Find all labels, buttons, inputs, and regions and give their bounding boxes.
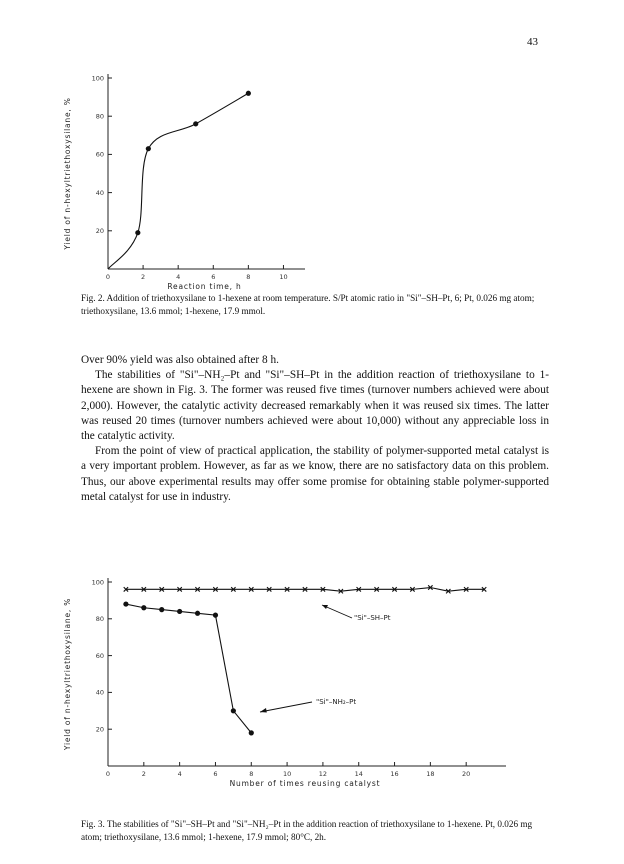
series-line-1	[108, 93, 248, 269]
data-point	[177, 609, 182, 614]
x-tick-label: 12	[318, 770, 328, 778]
data-point	[195, 611, 200, 616]
x-tick-label: 0	[105, 770, 111, 778]
body-paragraph: The stabilities of "Si"–NH₂–Pt and "Si"–SH–Pt in the addition reaction of triethoxysilane to 1-hexene are shown in Fig. 3. The former was reused five times (turnover numbers achieved were about 2,000). However, the catalytic activity decreased remarkably when it was reused six times. The latter was reused 20 times (turnover numbers achieved were about 10,000) without any appreciable loss in the catalytic activity.	[81, 369, 549, 443]
x-tick-label: 6	[211, 273, 216, 281]
x-axis-label: Reaction time, h	[167, 282, 242, 290]
x-tick-label: 6	[213, 770, 218, 778]
annotation-arrow-nh2	[260, 702, 312, 712]
data-point	[159, 607, 164, 612]
y-axis-label: Yield of n-hexyltriethoxysilane, %	[63, 97, 72, 250]
y-tick-label: 20	[95, 227, 104, 236]
x-tick-label: 14	[354, 770, 363, 778]
x-tick-label: 8	[246, 273, 251, 281]
body-paragraph: Over 90% yield was also obtained after 8 h.	[81, 354, 279, 366]
y-tick-label: 80	[95, 615, 104, 624]
data-point	[213, 613, 218, 618]
figure-3-chart	[60, 570, 520, 802]
body-text	[81, 353, 549, 505]
x-axis-label: Number of times reusing catalyst	[229, 779, 381, 788]
x-tick-label: 16	[390, 770, 399, 778]
x-tick-label: 2	[141, 770, 146, 778]
y-tick-label: 60	[95, 651, 104, 660]
y-tick-label: 100	[91, 74, 104, 83]
y-tick-label: 80	[95, 112, 104, 121]
arrowhead-nh2	[260, 708, 267, 713]
figure-2-chart	[60, 65, 330, 290]
figure-3-caption: Fig. 3. The stabilities of "Si"–SH–Pt and "Si"–NH₂–Pt in the addition reaction of triethoxysilane to 1-hexene. Pt, 0.026 mg atom; triethoxysilane, 13.6 mmol; 1-hexene, 17.9 mmol; 80°C, 2h.	[81, 819, 533, 842]
x-tick-label: 8	[249, 770, 254, 778]
data-point	[141, 605, 146, 610]
body-paragraph: From the point of view of practical application, the stability of polymer-supported metal catalyst is a very important problem. However, as far as we know, there are no satisfactory data on this problem. Thus, our above experimental results may offer some promise for obtaining stable polymer-supported metal catalyst for use in industry.	[81, 445, 549, 503]
y-axis-label: Yield of n-hexyltriethoxysilane, %	[63, 597, 72, 751]
series-line-2	[126, 604, 251, 733]
x-tick-label: 10	[282, 770, 292, 778]
x-tick-label: 18	[426, 770, 435, 778]
data-point	[249, 730, 254, 735]
x-tick-label: 4	[177, 770, 182, 778]
annotation-label-nh2: "Si"–NH₂–Pt	[316, 698, 357, 706]
data-point	[193, 121, 198, 126]
y-tick-label: 20	[95, 725, 104, 734]
data-point	[123, 601, 128, 606]
x-tick-label: 0	[105, 273, 111, 281]
data-point	[246, 91, 251, 96]
y-tick-label: 60	[95, 150, 104, 159]
page-number: 43	[527, 36, 538, 48]
x-tick-label: 10	[279, 273, 288, 281]
y-tick-label: 40	[95, 188, 104, 197]
x-tick-label: 4	[176, 273, 181, 281]
data-point	[146, 146, 151, 151]
x-tick-label: 20	[462, 770, 471, 778]
data-point	[231, 708, 236, 713]
y-tick-label: 40	[95, 688, 104, 697]
y-tick-label: 100	[91, 578, 104, 587]
data-point	[135, 230, 140, 235]
annotation-label-sh: "Si"–SH–Pt	[354, 614, 391, 622]
figure-2-caption: Fig. 2. Addition of triethoxysilane to 1-hexene at room temperature. S/Pt atomic ratio in "Si"–SH–Pt, 6; Pt, 0.026 mg atom; triethoxysilane, 13.6 mmol; 1-hexene, 17.9 mmol.	[81, 293, 535, 316]
x-tick-label: 2	[141, 273, 146, 281]
